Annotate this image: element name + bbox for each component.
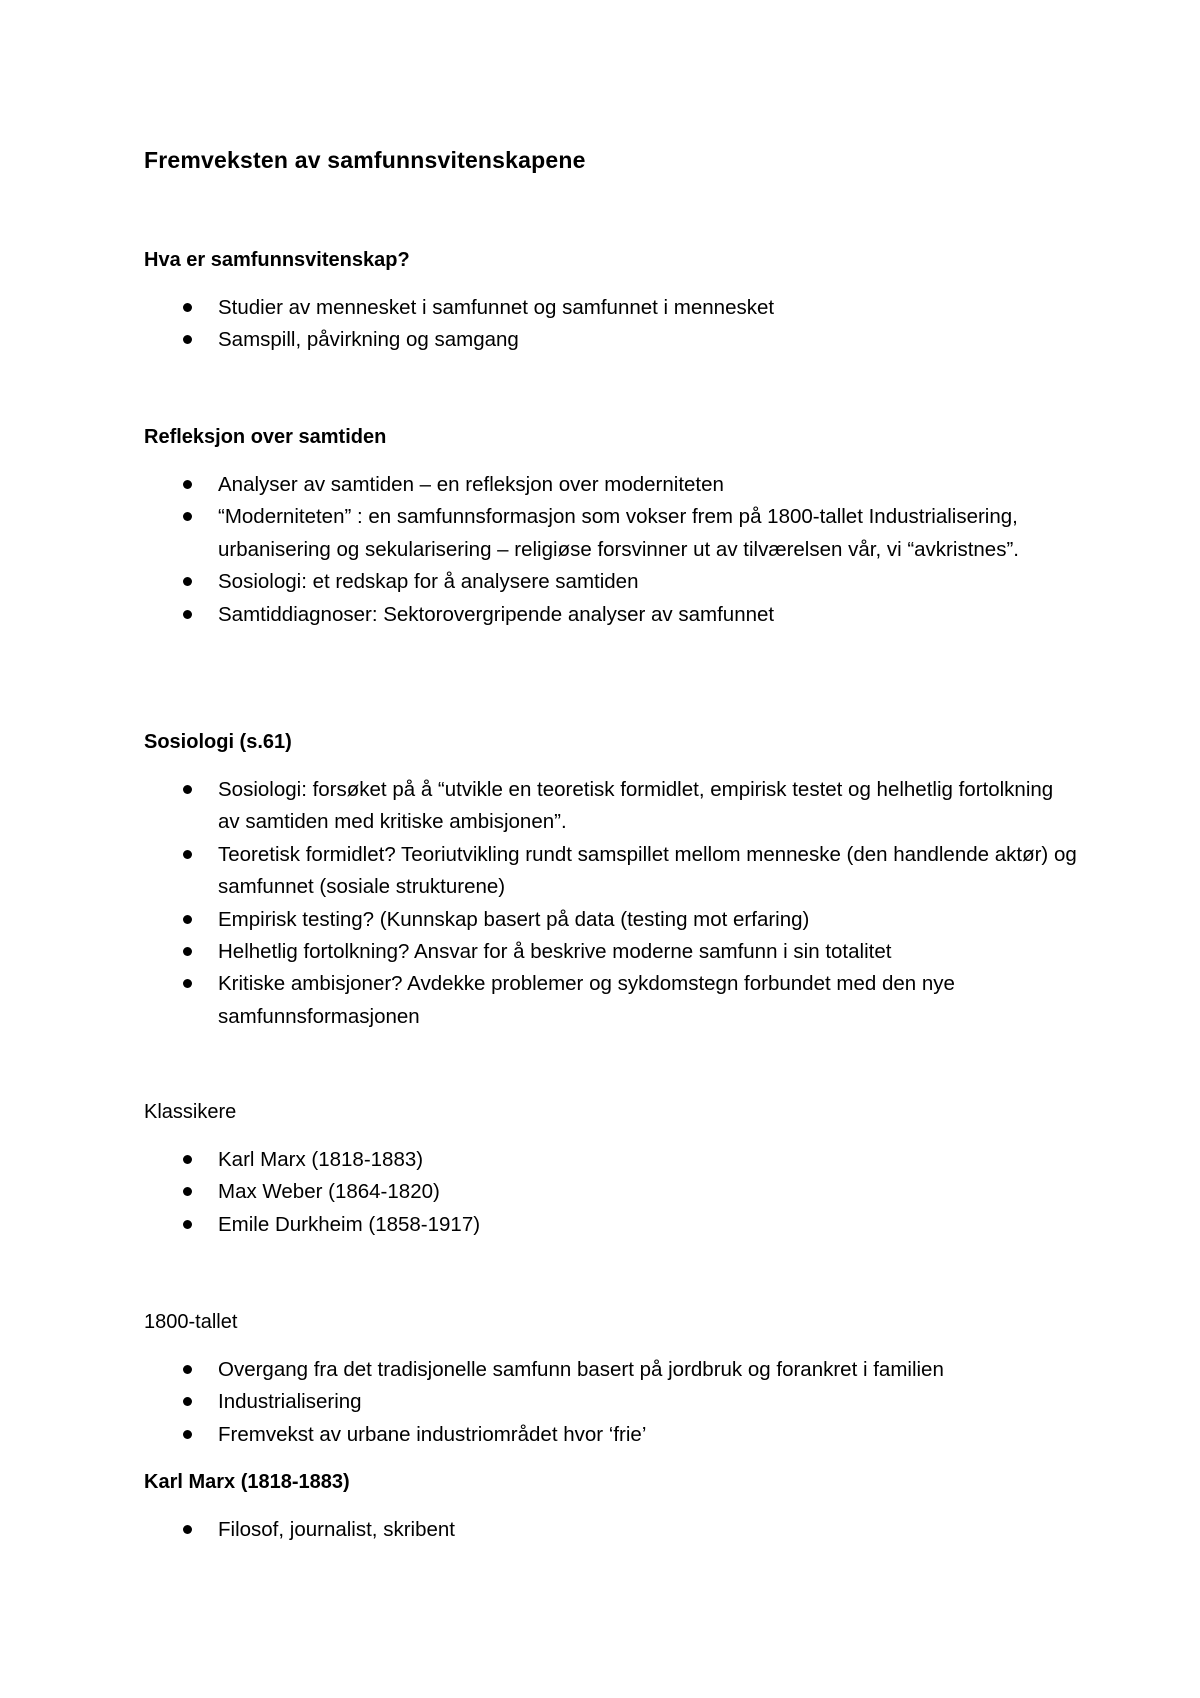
bullet-icon <box>183 335 192 344</box>
bullet-icon <box>183 1155 192 1164</box>
bullet-icon <box>183 480 192 489</box>
bullet-icon <box>183 785 192 794</box>
bullet-icon <box>183 1430 192 1439</box>
list-item <box>0 1386 1078 1418</box>
list-item-text: Samspill, påvirkning og samgang <box>218 328 519 352</box>
list-item <box>0 1144 1078 1176</box>
list-item <box>0 1176 1078 1208</box>
section-heading: Klassikere <box>144 1101 237 1123</box>
list-item <box>0 566 1078 598</box>
document-title: Fremveksten av samfunnsvitenskapene <box>144 147 586 173</box>
bullet-icon <box>183 303 192 312</box>
list-item <box>0 469 1078 501</box>
list-item-text: Sosiologi: et redskap for å analysere samtiden <box>218 570 639 594</box>
list-item <box>0 839 1078 904</box>
bullet-icon <box>183 512 192 521</box>
list-item-text: Filosof, journalist, skribent <box>218 1518 455 1541</box>
section-heading: 1800-tallet <box>144 1311 238 1333</box>
bullet-icon <box>183 947 192 956</box>
list-item-text: Teoretisk formidlet? Teoriutvikling rundt samspillet mellom menneske (den handlende aktør) og samfunnet (sosiale strukturene) <box>218 842 1077 899</box>
list-item <box>0 324 1078 356</box>
list-item <box>0 292 1078 324</box>
list-item <box>0 774 1078 839</box>
bullet-list <box>0 1514 1200 1546</box>
bullet-icon <box>183 850 192 859</box>
list-item-text: Helhetlig fortolkning? Ansvar for å beskrive moderne samfunn i sin totalitet <box>218 940 892 964</box>
bullet-icon <box>183 979 192 988</box>
bullet-icon <box>183 1525 192 1534</box>
list-item-text: Industrialisering <box>218 1390 362 1414</box>
list-item-text: Empirisk testing? (Kunnskap basert på data (testing mot erfaring) <box>218 907 810 931</box>
list-item-text: Overgang fra det tradisjonelle samfunn basert på jordbruk og forankret i familien <box>218 1358 944 1381</box>
list-item-text: Analyser av samtiden – en refleksjon over moderniteten <box>218 473 724 496</box>
bullet-list <box>0 774 1200 1033</box>
list-item <box>0 1514 1078 1546</box>
list-item-text: Kritiske ambisjoner? Avdekke problemer og sykdomstegn forbundet med den nye samfunnsformasjonen <box>218 972 955 1028</box>
list-item <box>0 501 1098 566</box>
bullet-icon <box>183 1365 192 1374</box>
list-item <box>0 1209 1078 1241</box>
bullet-list <box>0 292 1200 357</box>
bullet-list <box>0 1144 1200 1241</box>
list-item-text: Max Weber (1864-1820) <box>218 1180 440 1204</box>
list-item-text: Fremvekst av urbane industriområdet hvor ‘frie’ <box>218 1422 647 1446</box>
section-heading: Refleksjon over samtiden <box>144 426 387 448</box>
bullet-icon <box>183 915 192 924</box>
list-item-text: Karl Marx (1818-1883) <box>218 1148 424 1171</box>
bullet-icon <box>183 1187 192 1196</box>
list-item <box>0 1354 1078 1386</box>
bullet-list <box>0 469 1200 631</box>
list-item <box>0 936 1078 968</box>
section-heading: Karl Marx (1818-1883) <box>144 1471 350 1493</box>
bullet-icon <box>183 1397 192 1406</box>
list-item-text: Studier av mennesket i samfunnet og samfunnet i mennesket <box>218 296 775 319</box>
list-item <box>0 1419 1078 1451</box>
section-heading: Hva er samfunnsvitenskap? <box>144 249 410 271</box>
list-item-text: Emile Durkheim (1858-1917) <box>218 1212 481 1236</box>
list-item <box>0 599 1078 631</box>
bullet-list <box>0 1354 1200 1451</box>
list-item-text: “Moderniteten” : en samfunnsformasjon som vokser frem på 1800-tallet Industrialisering, urbanisering og sekularisering – religiøse forsvinner ut av tilværelsen vår, vi “avkristnes”. <box>218 505 1019 561</box>
bullet-icon <box>183 610 192 619</box>
list-item-text: Sosiologi: forsøket på å “utvikle en teoretisk formidlet, empirisk testet og helhetlig fortolkning av samtiden med kritiske ambisjonen”. <box>218 778 1054 834</box>
bullet-icon <box>183 577 192 586</box>
list-item <box>0 904 1078 936</box>
bullet-icon <box>183 1220 192 1229</box>
list-item-text: Samtiddiagnoser: Sektorovergripende analyser av samfunnet <box>218 602 775 626</box>
list-item <box>0 968 1078 1033</box>
section-heading: Sosiologi (s.61) <box>144 731 292 753</box>
